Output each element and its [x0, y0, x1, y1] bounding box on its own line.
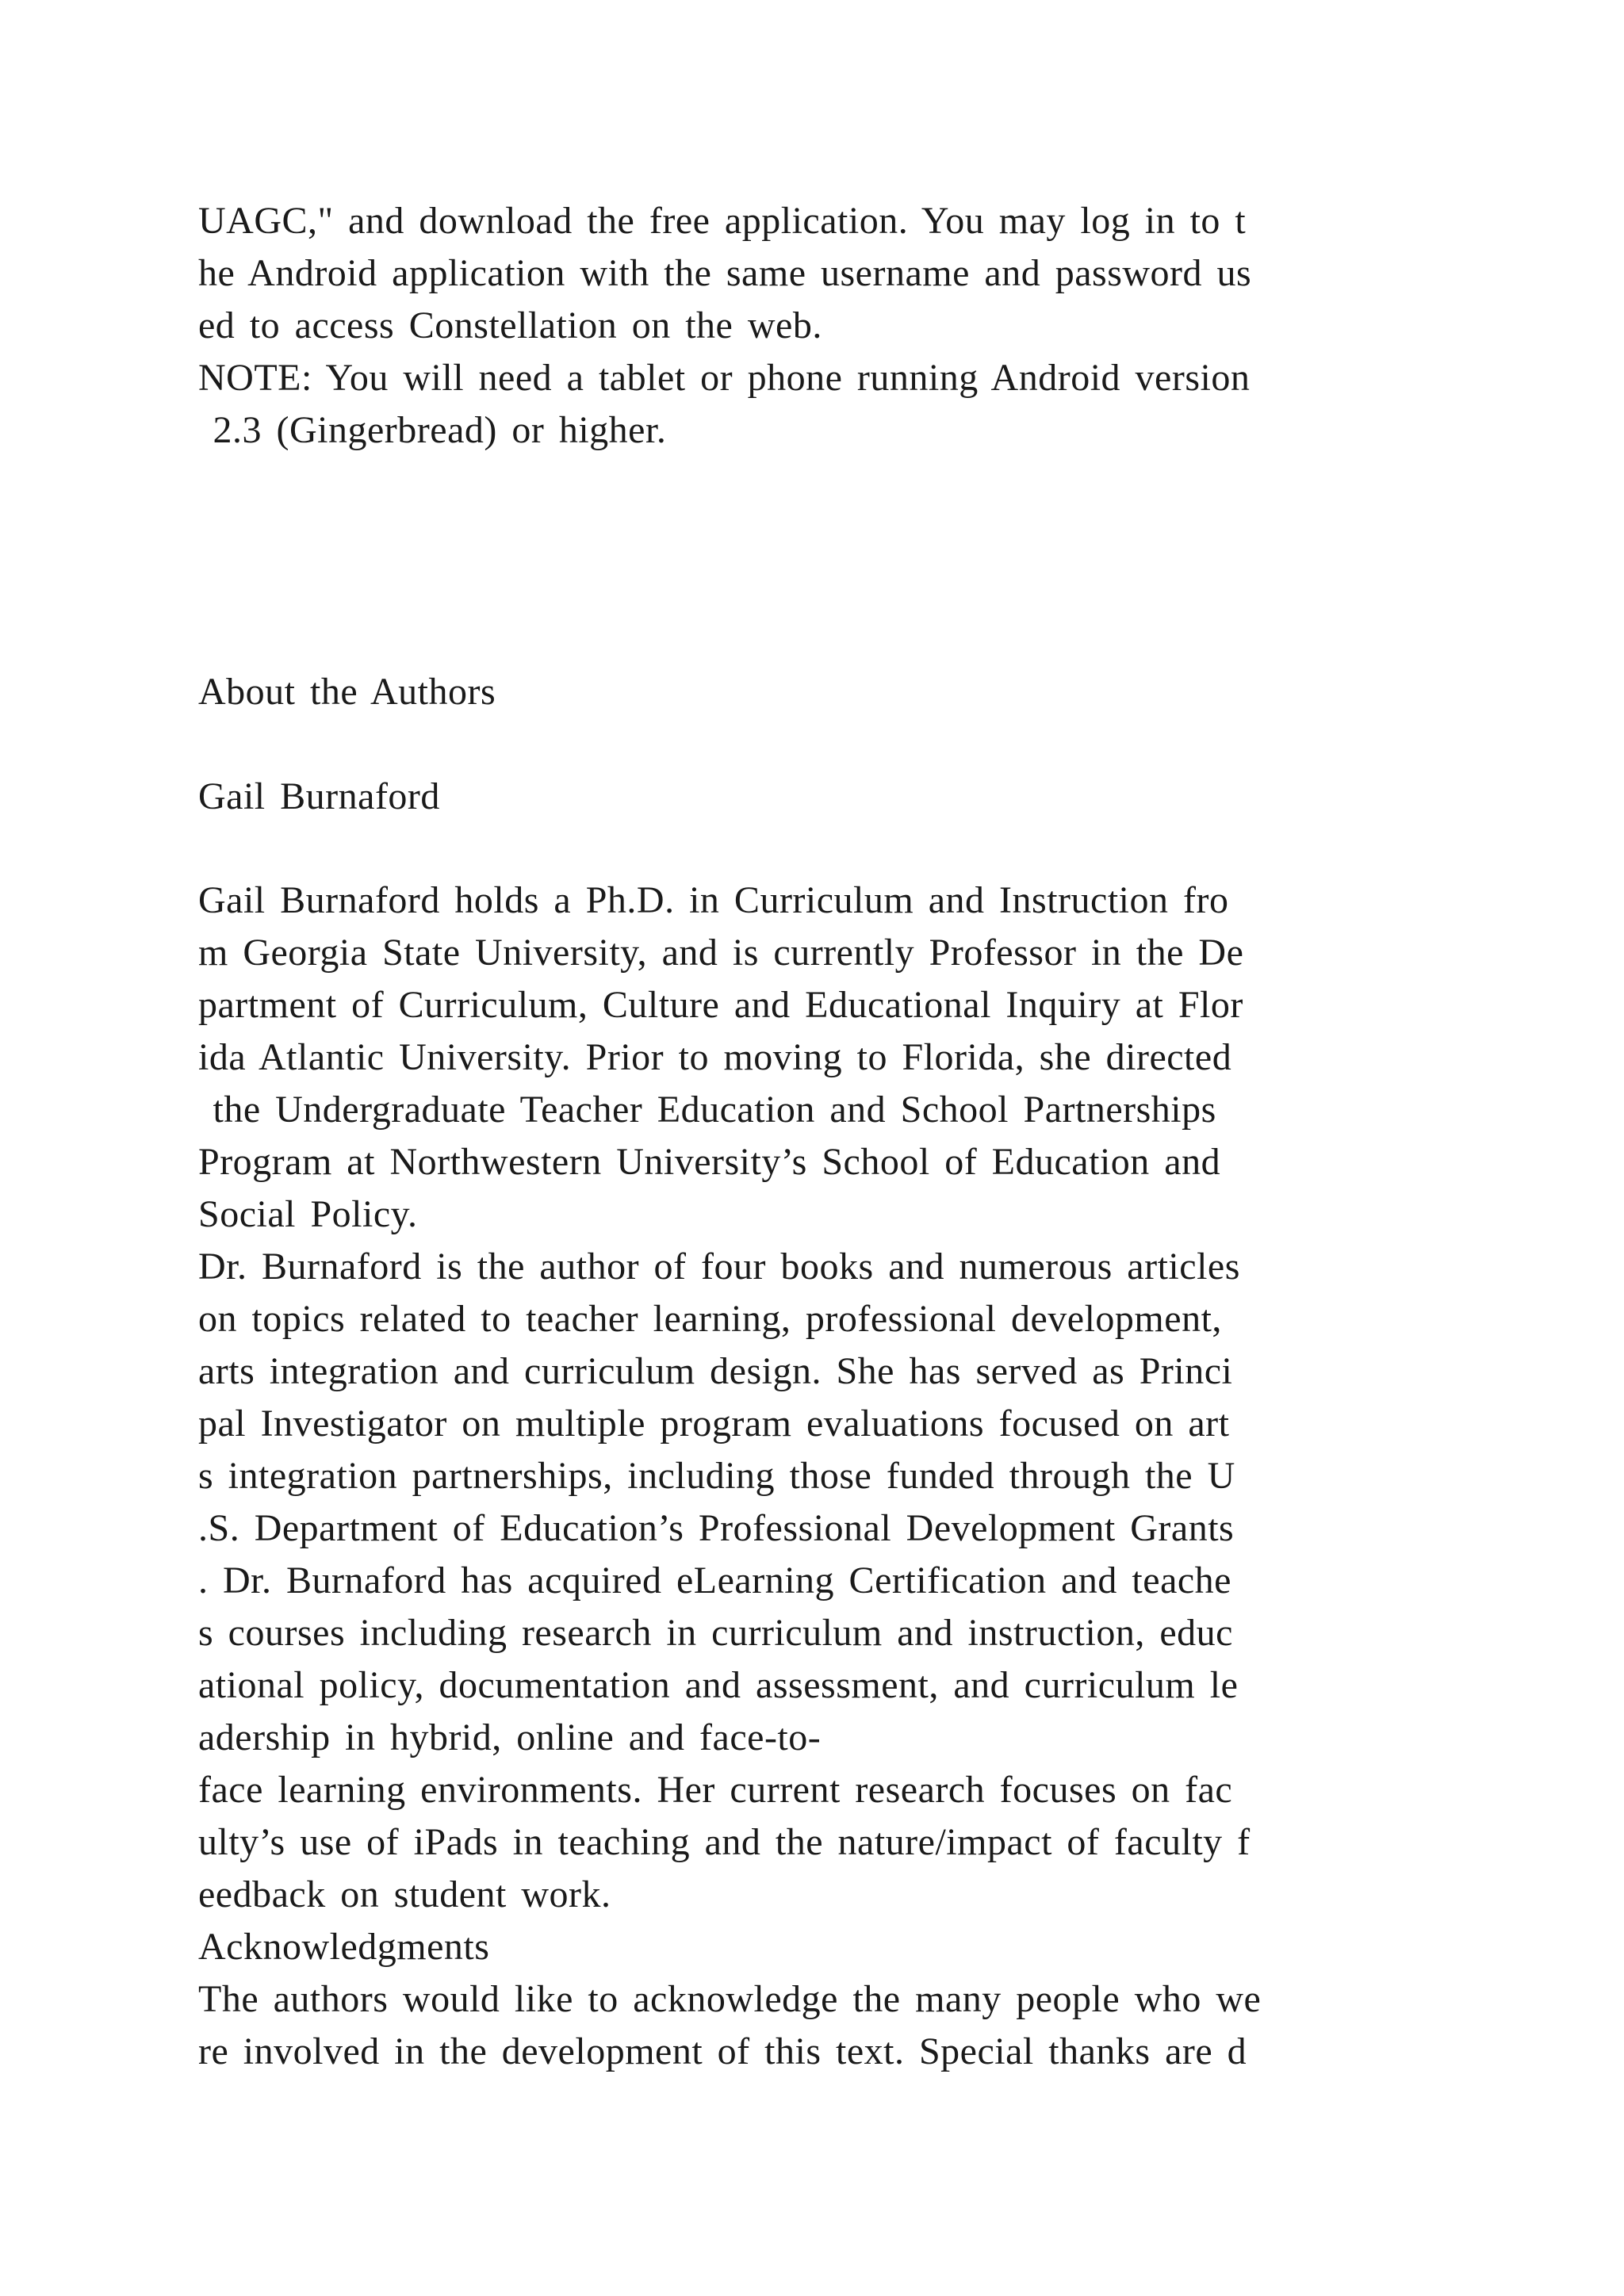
note-line: 2.3 (Gingerbread) or higher. [198, 409, 667, 451]
bio-line: Social Policy. [198, 1193, 418, 1235]
bio-line: eedback on student work. [198, 1873, 611, 1915]
bio-line: ida Atlantic University. Prior to moving to Florida, she directed [198, 1036, 1232, 1078]
author-bio [198, 874, 1467, 2078]
bio-line: pal Investigator on multiple program evaluations focused on art [198, 1402, 1230, 1445]
bio-line: ulty’s use of iPads in teaching and the nature/impact of faculty f [198, 1821, 1251, 1863]
bio-line: ational policy, documentation and assessment, and curriculum le [198, 1664, 1239, 1706]
bio-line: Gail Burnaford holds a Ph.D. in Curriculum and Instruction fro [198, 879, 1229, 921]
section-heading [198, 666, 1467, 718]
bio-line: partment of Curriculum, Culture and Educational Inquiry at Flor [198, 984, 1243, 1026]
intro-line: UAGC," and download the free application. You may log in to t [198, 200, 1247, 242]
bio-line: face learning environments. Her current research focuses on fac [198, 1769, 1233, 1811]
bio-line: Dr. Burnaford is the author of four books and numerous articles [198, 1246, 1240, 1288]
bio-line: the Undergraduate Teacher Education and School Partnerships [198, 1089, 1216, 1131]
acknowledgments-line: The authors would like to acknowledge the many people who we [198, 1978, 1262, 2020]
acknowledgments-line: re involved in the development of this text. Special thanks are d [198, 2030, 1247, 2072]
about-authors-heading: About the Authors [198, 671, 496, 713]
bio-line: s integration partnerships, including those funded through the U [198, 1455, 1235, 1497]
bio-line: Program at Northwestern University’s School of Education and [198, 1141, 1221, 1183]
bio-line: s courses including research in curriculum and instruction, educ [198, 1612, 1233, 1654]
bio-line: arts integration and curriculum design. She has served as Princi [198, 1350, 1233, 1392]
intro-line: he Android application with the same username and password us [198, 252, 1252, 294]
acknowledgments-heading: Acknowledgments [198, 1926, 490, 1968]
bio-line: .S. Department of Education’s Professional Development Grants [198, 1507, 1235, 1549]
bio-line: . Dr. Burnaford has acquired eLearning Certification and teache [198, 1559, 1231, 1601]
intro-paragraph [198, 195, 1467, 457]
author-name-block [198, 771, 1467, 823]
author-name: Gail Burnaford [198, 775, 440, 817]
bio-line: on topics related to teacher learning, professional development, [198, 1298, 1222, 1340]
note-line: NOTE: You will need a tablet or phone running Android version [198, 357, 1251, 399]
bio-line: m Georgia State University, and is currently Professor in the De [198, 932, 1244, 974]
intro-line: ed to access Constellation on the web. [198, 304, 822, 346]
bio-line: adership in hybrid, online and face-to- [198, 1716, 822, 1758]
